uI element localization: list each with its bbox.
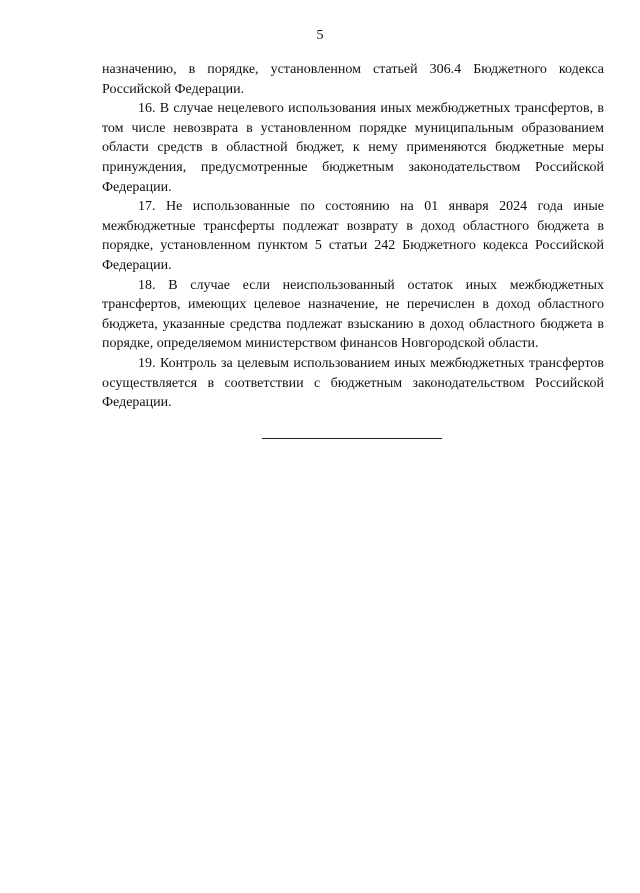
paragraph-18: 18. В случае если неиспользованный остаток иных межбюджетных трансфертов, имеющих целевое назначение, не перечислен в доход областного бюджета, указанные средства подлежат взысканию в доход областного бюджета в порядке, определяемом министерством финансов Новгородской области. bbox=[102, 277, 604, 352]
end-of-text-divider bbox=[262, 438, 442, 439]
paragraph-17: 17. Не использованные по состоянию на 01 января 2024 года иные межбюджетные трансферты подлежат возврату в доход областного бюджета в порядке, установленном пунктом 5 статьи 242 Бюджетного кодекса Российской Федерации. bbox=[102, 199, 604, 273]
paragraph-continuation: назначению, в порядке, установленном статьей 306.4 Бюджетного кодекса Российской Федерации. bbox=[102, 62, 604, 97]
document-body bbox=[102, 60, 604, 413]
page-number: 5 bbox=[316, 28, 324, 43]
paragraph-16: 16. В случае нецелевого использования иных межбюджетных трансфертов, в том числе невозврата в установленном порядке муниципальным образованием области средств в областной бюджет, к нему применяются бюджетные меры принуждения, предусмотренные бюджетным законодательством Российской Федерации. bbox=[102, 101, 604, 195]
paragraph-19: 19. Контроль за целевым использованием иных межбюджетных трансфертов осуществляется в соответствии с бюджетным законодательством Российской Федерации. bbox=[102, 355, 604, 411]
